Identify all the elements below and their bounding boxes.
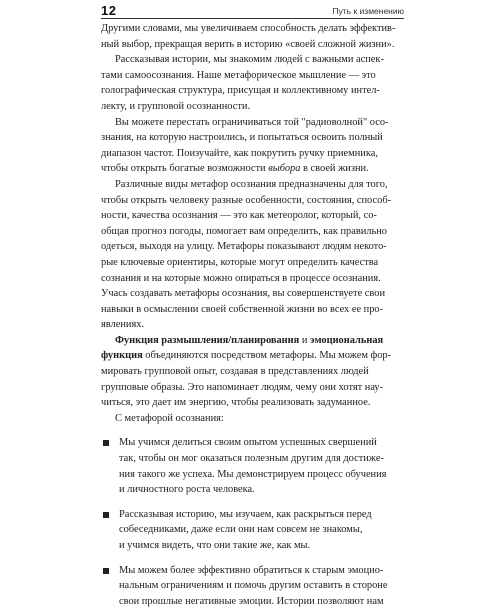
square-bullet-icon [103, 512, 109, 518]
paragraph-5 [101, 333, 404, 411]
text-line [101, 435, 404, 451]
bold-term: функция [101, 350, 143, 362]
text-line: Вы можете перестать ограничиваться той "радиоволной" осо- [115, 116, 389, 128]
text-line [101, 507, 404, 523]
text-line: Рассказывая истории, мы знакомим людей с важными аспек- [115, 54, 384, 66]
text-run: Мы учимся делиться своим опытом успешных свершений [119, 437, 377, 449]
paragraph-1 [101, 21, 404, 52]
text-line: собеседниками, даже если они нам совсем не знакомы, [119, 524, 363, 536]
text-line: общая прогноз погоды, помогает вам определить, как правильно [101, 225, 387, 237]
text-line: лекту, и групповой осознанности. [101, 100, 251, 112]
text-line: Другими словами, мы увеличиваем способность делать эффектив- [101, 23, 396, 34]
italic-word: выбора [268, 163, 301, 175]
text-run: Рассказывая историю, мы изучаем, как раскрыться перед [119, 508, 372, 520]
text-line: свои прошлые негативные эмоции. Истории позволяют нам [119, 595, 384, 607]
text-line: так, чтобы он мог оказаться полезным другим для достиже- [119, 453, 384, 465]
spacer [101, 554, 404, 563]
text-line: и учимся видеть, что они такие же, как мы. [119, 540, 311, 551]
paragraph-4 [101, 177, 404, 333]
square-bullet-icon [103, 440, 109, 446]
text-line: мировать групповой опыт, создавая в представлениях людей [101, 366, 369, 378]
text-line: голографическая структура, присущая и коллективному интел- [101, 85, 380, 97]
text-line: нальным ограничениям и помочь другим оставить в стороне [119, 580, 388, 592]
text-run: в своей жизни. [300, 163, 369, 175]
page-header [101, 2, 404, 19]
text-line: навыки в осмыслении своей собственной жизни во всех ее про- [101, 303, 384, 315]
text-line: и личностного роста человека. [119, 484, 255, 496]
text-line [101, 348, 404, 364]
bold-term: эмоциональная [310, 334, 384, 346]
page-number: 12 [101, 3, 117, 18]
text-run: чтобы открыть богатые возможности [101, 163, 269, 175]
text-line: тами самоосознания. Наше метафорическое мышление — это [101, 69, 376, 81]
paragraph-2 [101, 52, 404, 114]
running-title: Путь к изменению [332, 5, 404, 16]
text-line: ния такого же успеха. Мы демонстрируем процесс обучения [119, 468, 387, 480]
text-line: читься, это дает им энергию, чтобы реализовать задуманное. [101, 397, 371, 409]
header-rule [101, 18, 404, 19]
text-line: ный выбор, прекращая верить в историю «своей сложной жизни». [101, 38, 395, 50]
paragraph-3 [101, 115, 404, 177]
square-bullet-icon [103, 568, 109, 574]
text-line: явлениях. [101, 319, 145, 331]
bullet-item-2 [101, 507, 404, 554]
text-line: С метафорой осознания: [115, 412, 224, 424]
text-line: ности, качества осознания — это как метеоролог, который, со- [101, 210, 377, 222]
bold-term: Функция размышления/планирования [115, 334, 300, 346]
bullet-item-1 [101, 435, 404, 497]
bullet-item-3 [101, 563, 404, 609]
text-line: Учась создавать метафоры осознания, вы совершенствуете свои [101, 288, 386, 300]
text-line: сознания и на которые можно опираться в процессе осознания. [101, 272, 381, 284]
paragraph-6 [101, 411, 404, 427]
text-line: групповые образы. Это напоминает людям, чему они хотят нау- [101, 381, 384, 393]
spacer [101, 426, 404, 435]
text-line: одеться, выходя на улицу. Метафоры показывают людям некото- [101, 241, 387, 253]
page-body [101, 21, 404, 609]
text-line [101, 563, 404, 579]
text-run: и [299, 334, 311, 346]
text-line [101, 333, 404, 349]
text-run: объединяются посредством метафоры. Мы можем фор- [142, 350, 392, 362]
text-run: Мы можем более эффективно обратиться к старым эмоцио- [119, 564, 384, 576]
text-line: Различные виды метафор осознания предназначены для того, [115, 178, 388, 190]
text-line: чтобы открыть человеку разные особенности, состояния, способ- [101, 194, 392, 206]
text-line [101, 161, 404, 177]
spacer [101, 498, 404, 507]
text-line: знания, на которую настроились, и попытаться освоить полный [101, 132, 383, 144]
text-line: рые ключевые ориентиры, которые могут определить качества [101, 256, 379, 268]
text-line: диапазон частот. Поизучайте, как покрутить ручку приемника, [101, 147, 378, 159]
